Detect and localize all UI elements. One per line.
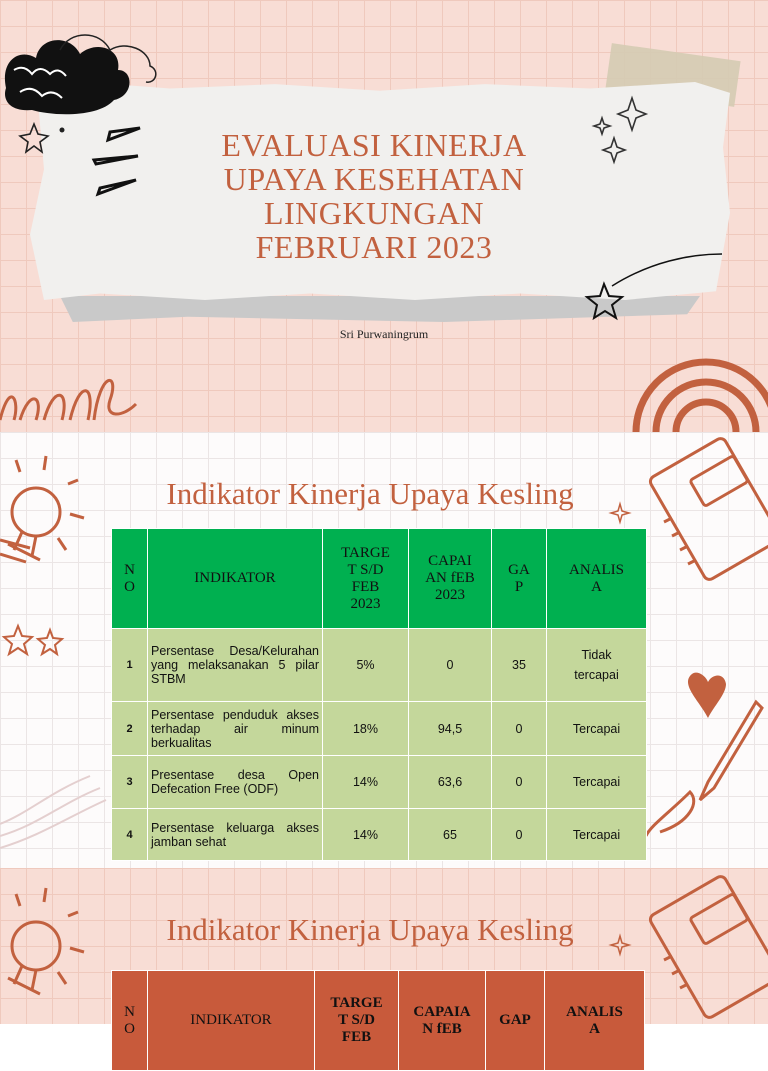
- indicator-table-2: [111, 970, 645, 1071]
- cell-target: 14%: [323, 756, 409, 809]
- header-capaian: CAPAIA N fEB: [399, 971, 486, 1071]
- twin-stars-icon: [4, 626, 62, 654]
- cell-capaian: 94,5: [409, 702, 492, 756]
- header-capaian: CAPAI AN fEB 2023: [409, 529, 492, 629]
- heart-pencil-icon: [646, 673, 762, 836]
- wave-lines-icon: [0, 776, 106, 848]
- cell-analisa: Tercapai: [547, 702, 647, 756]
- cell-gap: 0: [492, 702, 547, 756]
- table-row: [112, 629, 647, 702]
- author-name: Sri Purwaningrum: [339, 327, 429, 341]
- cell-indikator: Persentase keluarga akses jamban sehat: [148, 809, 323, 861]
- table-header-row: [112, 971, 645, 1071]
- cell-indikator: Persentase penduduk akses terhadap air minum berkualitas: [148, 702, 323, 756]
- header-analisa: ANALIS A: [545, 971, 645, 1071]
- header-no: N O: [112, 971, 148, 1071]
- shooting-star-icon: [587, 254, 722, 318]
- cell-capaian: 0: [409, 629, 492, 702]
- indicator-slide: [0, 432, 768, 868]
- lightbulb-icon: [0, 456, 84, 562]
- cloud-doodle-icon: [5, 35, 156, 114]
- cell-analisa: Tercapai: [547, 809, 647, 861]
- cell-gap: 0: [492, 756, 547, 809]
- header-target: TARGE T S/D FEB 2023: [323, 529, 409, 629]
- slide-heading: Indikator Kinerja Upaya Kesling: [166, 476, 574, 511]
- cell-no: 2: [112, 702, 148, 756]
- slide-heading: Indikator Kinerja Upaya Kesling: [166, 912, 574, 947]
- notebook-icon: [648, 436, 768, 581]
- cell-gap: 35: [492, 629, 547, 702]
- cell-indikator: Persentase Desa/Kelurahan yang melaksanakan 5 pilar STBM: [148, 629, 323, 702]
- table-row: [112, 756, 647, 809]
- loop-scribble-icon: [0, 380, 136, 420]
- title-slide: [0, 0, 768, 432]
- table-header-row: [112, 529, 647, 629]
- cell-no: 1: [112, 629, 148, 702]
- table-row: [112, 809, 647, 861]
- header-no: N O: [112, 529, 148, 629]
- indicator-slide-2: [0, 868, 768, 1045]
- lightbulb-icon: [8, 888, 84, 994]
- cell-indikator: Presentase desa Open Defecation Free (ODF): [148, 756, 323, 809]
- cell-analisa: Tidak tercapai: [547, 629, 647, 702]
- table-row: [112, 702, 647, 756]
- header-gap: GA P: [492, 529, 547, 629]
- cell-capaian: 63,6: [409, 756, 492, 809]
- header-indikator: INDIKATOR: [148, 971, 315, 1071]
- cell-target: 18%: [323, 702, 409, 756]
- notebook-icon: [648, 874, 768, 1019]
- star-doodle-icon: [20, 124, 65, 152]
- cell-gap: 0: [492, 809, 547, 861]
- header-indikator: INDIKATOR: [148, 529, 323, 629]
- cell-no: 3: [112, 756, 148, 809]
- cell-no: 4: [112, 809, 148, 861]
- header-gap: GAP: [486, 971, 545, 1071]
- presentation-title: EVALUASI KINERJA UPAYA KESEHATAN LINGKUNGAN FEBRUARI 2023: [221, 127, 527, 265]
- sparkle-stars-icon: [594, 98, 646, 162]
- rays-doodle-icon: [94, 128, 140, 194]
- rainbow-arc-icon: [636, 362, 768, 432]
- cell-target: 14%: [323, 809, 409, 861]
- cell-analisa: Tercapai: [547, 756, 647, 809]
- cell-capaian: 65: [409, 809, 492, 861]
- indicator-table: [111, 528, 647, 861]
- header-analisa: ANALIS A: [547, 529, 647, 629]
- header-target: TARGE T S/D FEB: [315, 971, 399, 1071]
- cell-target: 5%: [323, 629, 409, 702]
